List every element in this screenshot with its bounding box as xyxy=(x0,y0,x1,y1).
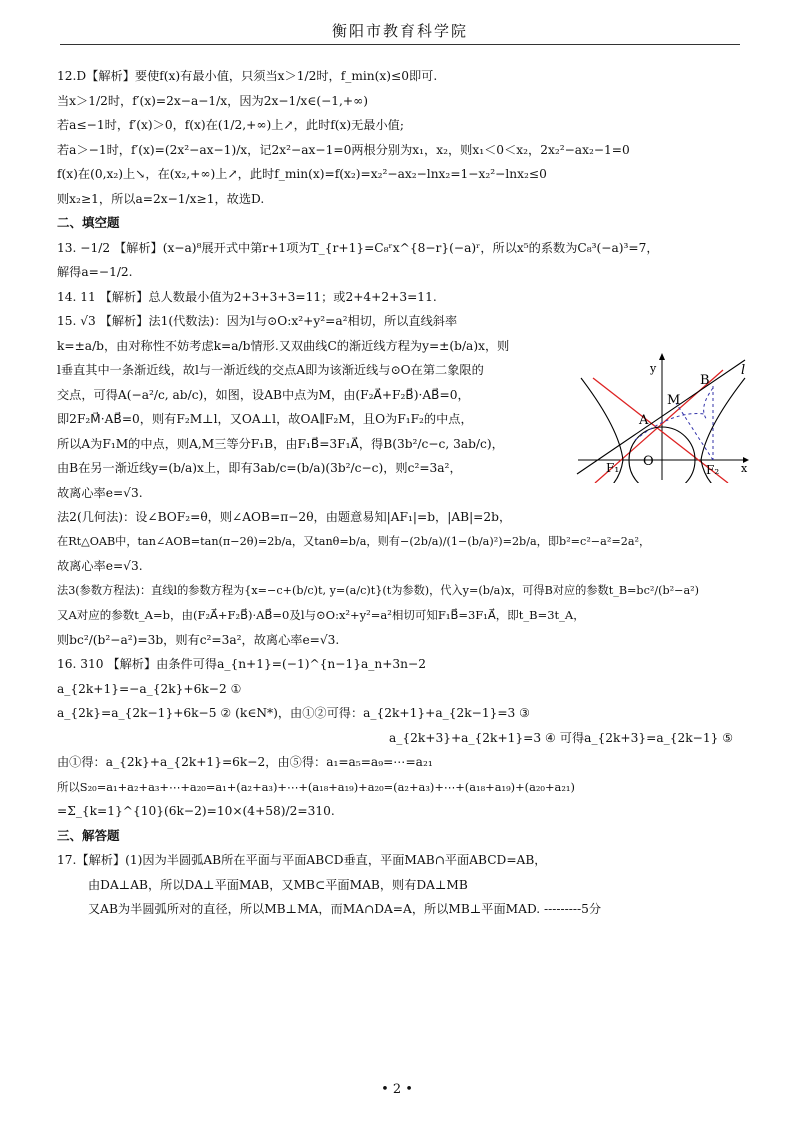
text-line: 又A对应的参数t_A=b，由(F₂A⃗+F₂B⃗)·AB⃗=0及l与⊙O:x²+y²=a²相切可知F₁B⃗=3F₁A⃗，即t_B=3t_A， xyxy=(57,608,585,622)
text-line: 由DA⊥AB，所以DA⊥平面MAB，又MB⊂平面MAB，则有DA⊥MB xyxy=(88,877,468,892)
page-header: 衡阳市教育科学院 xyxy=(331,22,468,40)
text-line: k=±a/b，由对称性不妨考虑k=a/b情形.又双曲线C的渐近线方程为y=±(b/a)x，则 xyxy=(57,338,510,353)
text-line: a_{2k+1}=−a_{2k}+6k−2 ① xyxy=(57,681,242,696)
text-line: 若a≤−1时，f′(x)＞0，f(x)在(1/2,+∞)上↗，此时f(x)无最小值; xyxy=(57,118,404,132)
text-line: 故离心率e=√3. xyxy=(57,559,143,573)
text-line: 由B在另一渐近线y=(b/a)x上，即有3ab/c=(b/a)(3b²/c−c)，则c²=3a²， xyxy=(57,461,462,475)
label-a: A xyxy=(639,413,649,428)
text-line: 法3(参数方程法)：直线l的参数方程为{x=−c+(b/c)t, y=(a/c)t}(t为参数)，代入y=(b/a)x，可得B对应的参数t_B=bc²/(b²−a²) xyxy=(57,583,700,597)
label-b: B xyxy=(700,373,710,388)
text-line: 解得a=−1/2. xyxy=(57,265,133,279)
text-line: 若a＞−1时，f′(x)=(2x²−ax−1)/x，记2x²−ax−1=0两根分别为x₁，x₂，则x₁＜0＜x₂，2x₂²−ax₂−1=0 xyxy=(57,142,630,157)
text-line: f(x)在(0,x₂)上↘，在(x₂,+∞)上↗，此时f_min(x)=f(x₂)=x₂²−ax₂−lnx₂=1−x₂²−lnx₂≤0 xyxy=(57,167,547,181)
text-line: 则x₂≥1，所以a=2x−1/x≥1，故选D. xyxy=(57,191,265,206)
label-x: x xyxy=(741,462,748,475)
line-l xyxy=(577,360,745,474)
text-line: 即2F₂M⃗·AB⃗=0，则有F₂M⊥l，又OA⊥l，故OA∥F₂M，且O为F₁F₂的中点， xyxy=(57,412,473,426)
text-line: a_{2k}=a_{2k−1}+6k−5 ② (k∈N*)，由①②可得：a_{2k+1}+a_{2k−1}=3 ③ xyxy=(57,706,531,720)
label-f2: F₂ xyxy=(706,463,720,477)
text-line: 17.【解析】(1)因为半圆弧AB所在平面与平面ABCD垂直，平面MAB∩平面ABCD=AB， xyxy=(57,853,547,867)
text-line: 故离心率e=√3. xyxy=(57,485,143,500)
text-line: 在Rt△OAB中，tan∠AOB=tan(π−2θ)=2b/a，又tanθ=b/a，则有−(2b/a)/(1−(b/a)²)=2b/a，即b²=c²−a²=2a²， xyxy=(57,534,651,548)
y-axis-arrow xyxy=(659,353,665,360)
text-line: l垂直其中一条渐近线，故l与一渐近线的交点A即为该渐近线与⊙O在第二象限的 xyxy=(57,363,484,377)
header-rule xyxy=(60,44,740,45)
label-o: O xyxy=(643,454,654,469)
text-line: 又AB为半圆弧所对的直径，所以MB⊥MA，而MA∩DA=A，所以MB⊥平面MAD. ---------5分 xyxy=(88,902,602,916)
text-line: 13. −1/2 【解析】(x−a)⁸展开式中第r+1项为T_{r+1}=C₈ʳx^{8−r}(−a)ʳ，所以x⁵的系数为C₈³(−a)³=7， xyxy=(57,240,659,255)
label-m: M xyxy=(667,393,681,408)
label-f1: F₁ xyxy=(606,461,620,475)
text-line: 14. 11 【解析】总人数最小值为2+3+3+3=11；或2+4+2+3=11. xyxy=(57,289,437,304)
dashed-f2-m xyxy=(676,403,713,460)
text-line: 16. 310 【解析】由条件可得a_{n+1}=(−1)^{n−1}a_n+3n−2 xyxy=(57,657,426,671)
text-line: 15. √3 【解析】法1(代数法)：因为l与⊙O:x²+y²=a²相切，所以直线斜率 xyxy=(57,314,458,328)
text-line: 由①得：a_{2k}+a_{2k+1}=6k−2，由⑤得：a₁=a₅=a₉=⋯=a₂₁ xyxy=(57,755,433,769)
text-line: 所以A为F₁M的中点，则A,M三等分F₁B，由F₁B⃗=3F₁A⃗，得B(3b²/c−c, 3ab/c)， xyxy=(57,436,504,451)
section-heading: 二、填空题 xyxy=(57,215,120,230)
text-line: 当x＞1/2时，f′(x)=2x−a−1/x，因为2x−1/x∈(−1,+∞) xyxy=(57,93,369,108)
label-y: y xyxy=(650,362,657,375)
label-l: l xyxy=(741,363,746,378)
text-line: =Σ_{k=1}^{10}(6k−2)=10×(4+58)/2=310. xyxy=(57,804,335,818)
text-line: a_{2k+3}+a_{2k+1}=3 ④ 可得a_{2k+3}=a_{2k−1} ⑤ xyxy=(389,730,734,745)
text-line: 12.D【解析】要使f(x)有最小值，只须当x＞1/2时，f_min(x)≤0即可. xyxy=(57,69,438,83)
text-line: 交点，可得A(−a²/c, ab/c)，如图，设AB中点为M，由(F₂A⃗+F₂B⃗)·AB⃗=0， xyxy=(57,387,470,402)
text-line: 所以S₂₀=a₁+a₂+a₃+⋯+a₂₀=a₁+(a₂+a₃)+⋯+(a₁₈+a₁₉)+a₂₀=(a₂+a₃)+⋯+(a₁₈+a₁₉)+(a₂₀+a₂₁) xyxy=(57,779,575,794)
dashed-arc-2 xyxy=(704,388,713,420)
hyperbola-figure xyxy=(573,348,758,483)
section-heading: 三、解答题 xyxy=(57,827,120,843)
solution-content xyxy=(57,64,742,922)
page-number: • 2 • xyxy=(381,1082,413,1097)
text-line: 法2(几何法)：设∠BOF₂=θ，则∠AOB=π−2θ，由题意易知|AF₁|=b，|AB|=2b， xyxy=(57,510,512,524)
text-line: 则bc²/(b²−a²)=3b，则有c²=3a²，故离心率e=√3. xyxy=(57,632,340,647)
